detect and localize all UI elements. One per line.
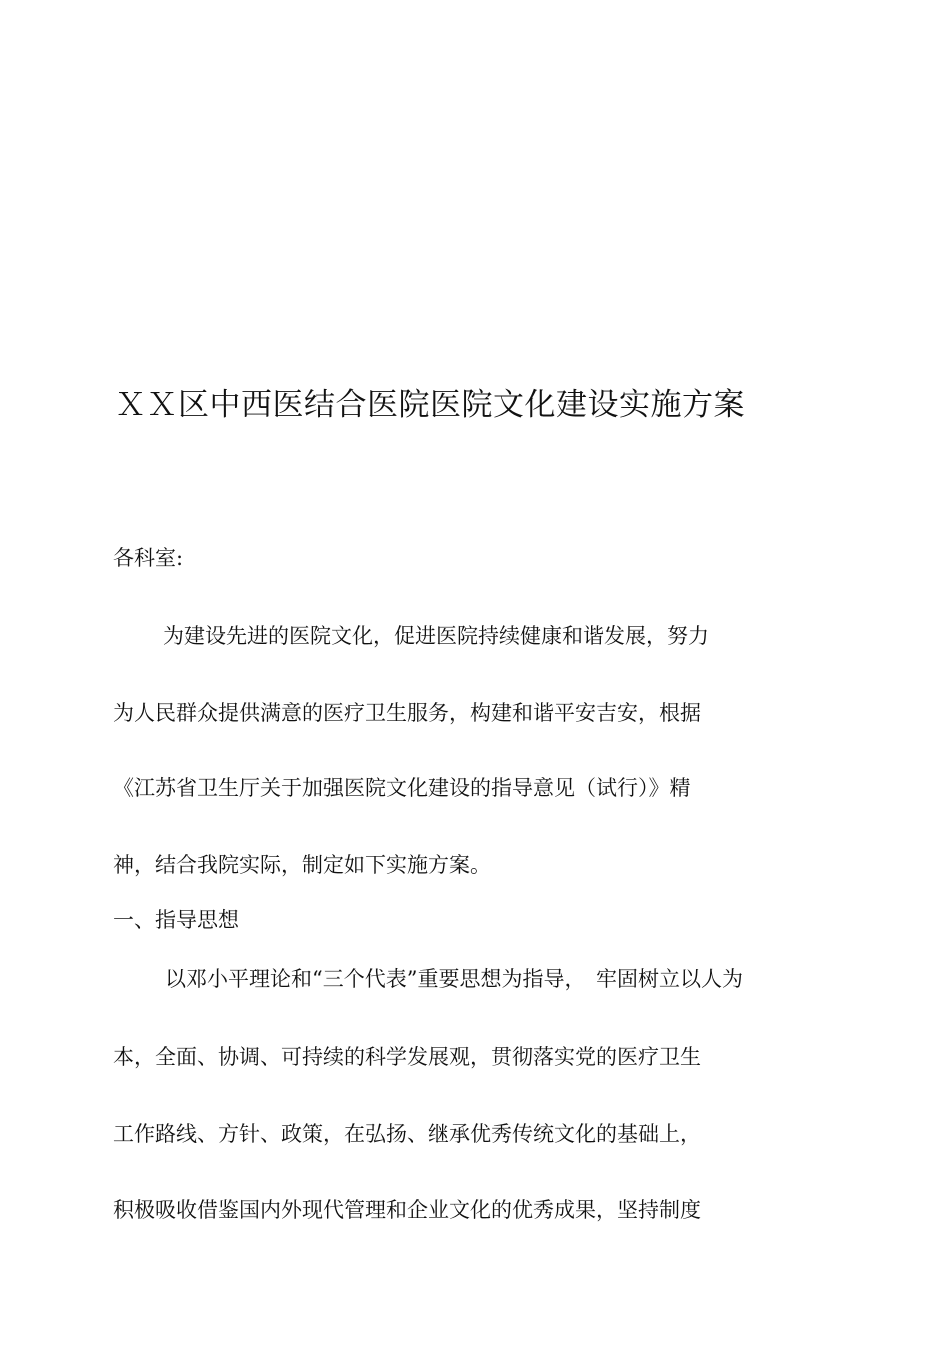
section-heading: 一、指导思想 — [113, 908, 239, 932]
paragraph-line: 本，全面、协调、可持续的科学发展观，贯彻落实党的医疗卫生 — [113, 1045, 701, 1069]
document-title: ＸＸ区中西医结合医院医院文化建设实施方案 — [115, 387, 745, 423]
paragraph-line: 工作路线、方针、政策，在弘扬、继承优秀传统文化的基础上， — [113, 1122, 701, 1146]
salutation: 各科室: — [113, 546, 184, 570]
paragraph-line: 神，结合我院实际，制定如下实施方案。 — [113, 853, 491, 877]
paragraph-line: 以邓小平理论和“三个代表”重要思想为指导， 牢固树立以人为 — [165, 967, 743, 991]
paragraph-line: 为建设先进的医院文化，促进医院持续健康和谐发展，努力 — [163, 624, 709, 648]
paragraph-line: 为人民群众提供满意的医疗卫生服务，构建和谐平安吉安，根据 — [113, 701, 701, 725]
paragraph-line: 《江苏省卫生厅关于加强医院文化建设的指导意见（试行）》精 — [113, 776, 691, 800]
paragraph-line: 积极吸收借鉴国内外现代管理和企业文化的优秀成果，坚持制度 — [113, 1198, 701, 1222]
